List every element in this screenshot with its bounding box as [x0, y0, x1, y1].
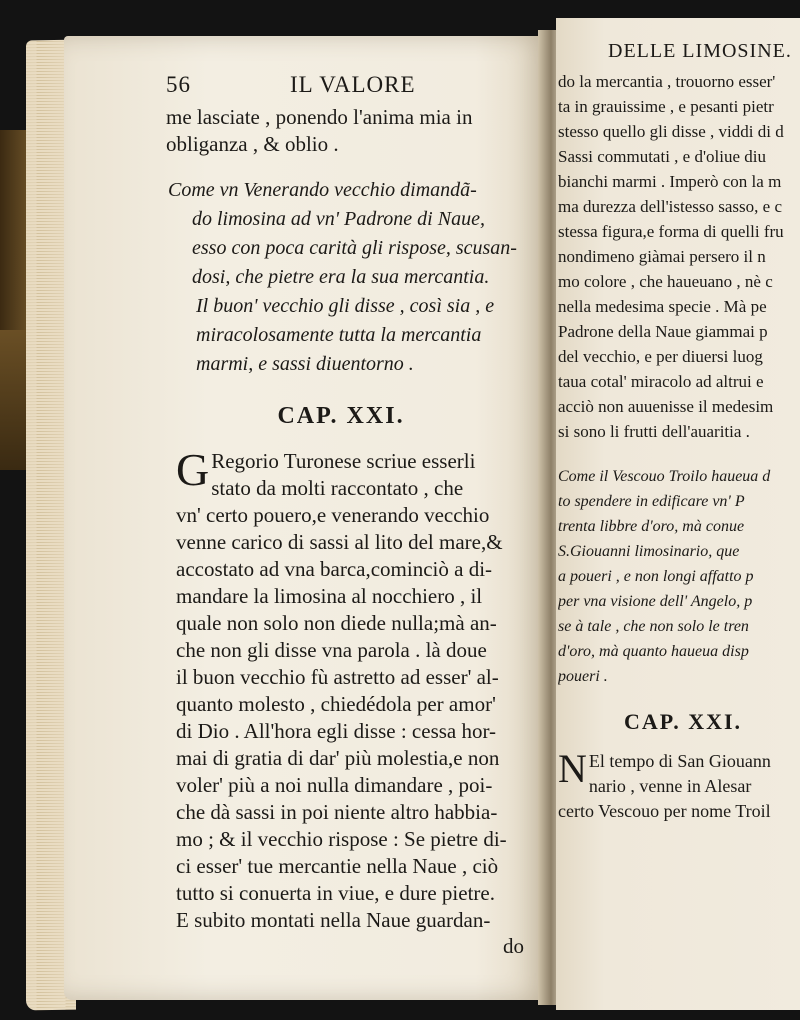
right-chapter-heading: CAP. XXI. [624, 709, 743, 734]
body-line: bianchi marmi . Imperò con la m [558, 172, 782, 191]
body-line: ma durezza dell'istesso sasso, e c [558, 197, 782, 216]
body-line: tutto si conuerta in viue, e dure pietre. [176, 881, 495, 905]
body-line: mo ; & il vecchio rispose : Se pietre di- [176, 827, 507, 851]
summary-line: to spendere in edificare vn' P [558, 493, 745, 510]
summary-line: do limosina ad vn' Padrone di Naue, [192, 208, 485, 230]
drop-cap: N [558, 746, 587, 791]
summary-line: per vna visione dell' Angelo, p [558, 593, 753, 610]
summary-line: Come il Vescouo Troilo haueua d [558, 468, 771, 485]
summary-line: se à tale , che non solo le tren [558, 618, 749, 635]
body-line: acciò non auuenisse il medesim [558, 397, 774, 416]
body-line: mo colore , che haueuano , nè c [558, 272, 773, 291]
summary-line: miracolosamente tutta la mercantia [196, 324, 482, 346]
body-line: certo Vescouo per nome Troil [558, 801, 771, 821]
body-line: do la mercantia , trouorno esser' [558, 72, 776, 91]
body-line: taua cotal' miracolo ad altrui e [558, 372, 764, 391]
body-line: nario , venne in Alesar [588, 776, 752, 796]
body-line: si sono li frutti dell'auaritia . [558, 422, 750, 441]
right-running-head: DELLE LIMOSINE. [608, 40, 792, 62]
summary-line: esso con poca carità gli rispose, scusan- [192, 237, 517, 259]
body-line: ci esser' tue mercantie nella Naue , ciò [176, 854, 499, 878]
summary-line: trenta libbre d'oro, mà conue [558, 518, 745, 535]
body-line: ta in grauissime , e pesanti pietr [558, 97, 774, 116]
body-line: stesso quello gli disse , viddi di d [558, 122, 784, 141]
chapter-body [176, 444, 536, 959]
right-chapter-summary [558, 464, 800, 689]
body-line: Padrone della Naue giammai p [558, 322, 768, 341]
summary-line: d'oro, mà quanto haueua disp [558, 643, 749, 660]
body-line: Regorio Turonese scriue esserli [211, 449, 476, 473]
body-line: nella medesima specie . Mà pe [558, 297, 767, 316]
summary-line: S.Giouanni limosinario, que [558, 543, 740, 560]
right-chapter-body [558, 746, 800, 824]
body-line: mandare la limosina al nocchiero , il [176, 584, 483, 608]
body-line: che dà sassi in poi niente altro habbia- [176, 800, 498, 824]
left-header-title: IL VALORE [290, 72, 416, 97]
opening-line: me lasciate , ponendo l'anima mia in [166, 105, 473, 129]
summary-line: a poueri , e non longi affatto p [558, 568, 754, 585]
body-line: stato da molti raccontato , che [211, 476, 464, 500]
summary-line: poueri . [558, 668, 608, 685]
body-line: E subito montati nella Naue guardan- [176, 908, 491, 932]
left-running-head [166, 72, 536, 104]
summary-line: Il buon' vecchio gli disse , così sia , e [196, 295, 495, 317]
chapter-summary [168, 176, 536, 379]
body-line: accostato ad vna barca,cominciò a di- [176, 557, 493, 581]
opening-line: obliganza , & oblio . [166, 132, 339, 156]
body-line: di Dio . All'hora egli disse : cessa hor- [176, 719, 497, 743]
catchword: do [503, 934, 524, 958]
body-line: stessa figura,e forma di quelli fru [558, 222, 784, 241]
body-line: voler' più a noi nulla dimandare , poi- [176, 773, 493, 797]
body-line: che non gli disse vna parola . là doue [176, 638, 487, 662]
left-page-text [166, 72, 536, 959]
body-line: del vecchio, e per diuersi luog [558, 347, 763, 366]
body-line: il buon vecchio fù astretto ad esser' al- [176, 665, 499, 689]
body-line: Sassi commutati , e d'oliue diu [558, 147, 766, 166]
body-line: El tempo di San Giouann [588, 751, 771, 771]
chapter-heading: CAP. XXI. [277, 403, 405, 429]
summary-line: Come vn Venerando vecchio dimandã- [168, 179, 477, 201]
body-line: vn' certo pouero,e venerando vecchio [176, 503, 490, 527]
body-line: venne carico di sassi al lito del mare,& [176, 530, 503, 554]
summary-line: marmi, e sassi diuentorno . [196, 353, 414, 375]
body-line: nondimeno giàmai persero il n [558, 247, 766, 266]
summary-line: dosi, che pietre era la sua mercantia. [192, 266, 490, 288]
body-line: quanto molesto , chiedédola per amor' [176, 692, 496, 716]
body-line: mai di gratia di dar' più molestia,e non [176, 746, 500, 770]
body-line: quale non solo non diede nulla;mà an- [176, 611, 497, 635]
page-number: 56 [166, 72, 191, 97]
drop-cap: G [176, 444, 210, 495]
right-page-text [558, 40, 800, 870]
